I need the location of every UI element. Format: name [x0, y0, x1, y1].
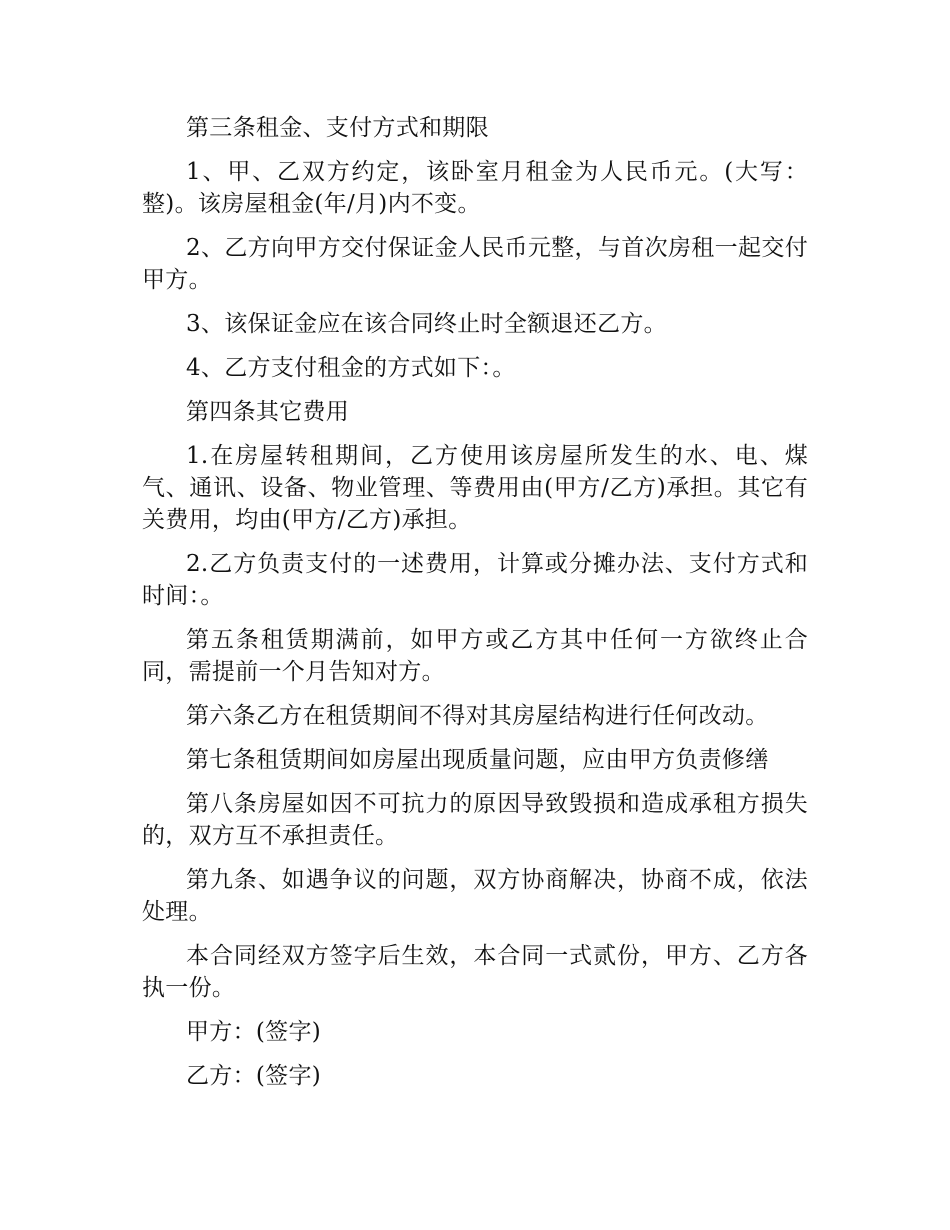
article-9-disputes: 第九条、如遇争议的问题，双方协商解决，协商不成，依法处理。: [142, 867, 808, 925]
article-7-repairs: 第七条租赁期间如房屋出现质量问题，应由甲方负责修缮: [186, 747, 769, 773]
document-page: [142, 112, 808, 1104]
article-8-force-majeure: 第八条房屋如因不可抗力的原因导致毁损和造成承租方损失的，双方互不承担责任。: [142, 791, 808, 849]
effectiveness-clause: 本合同经双方签字后生效，本合同一式贰份，甲方、乙方各执一份。: [142, 943, 808, 1001]
article-6-no-alterations: 第六条乙方在租赁期间不得对其房屋结构进行任何改动。: [186, 703, 769, 729]
deposit-refund-clause: 3、该保证金应在该合同终止时全额退还乙方。: [186, 311, 667, 337]
utility-fees-clause: 1.在房屋转租期间，乙方使用该房屋所发生的水、电、煤气、通讯、设备、物业管理、等费用由(甲方/乙方)承担。其它有关费用，均由(甲方/乙方)承担。: [142, 443, 808, 533]
party-b-signature: 乙方：(签字): [186, 1063, 322, 1089]
deposit-clause: 2、乙方向甲方交付保证金人民币元整，与首次房租一起交付甲方。: [142, 235, 808, 293]
party-a-signature: 甲方：(签字): [186, 1019, 322, 1045]
article-4-heading: 第四条其它费用: [186, 399, 350, 425]
payment-method-clause: 4、乙方支付租金的方式如下：。: [186, 355, 516, 381]
article-3-heading: 第三条租金、支付方式和期限: [186, 115, 489, 141]
rent-amount-clause: 1、甲、乙双方约定，该卧室月租金为人民币元。(大写：整)。该房屋租金(年/月)内不变。: [142, 159, 808, 217]
article-5-termination: 第五条租赁期满前，如甲方或乙方其中任何一方欲终止合同，需提前一个月告知对方。: [142, 627, 808, 685]
fee-calculation-clause: 2.乙方负责支付的一述费用，计算或分摊办法、支付方式和时间：。: [142, 551, 808, 609]
